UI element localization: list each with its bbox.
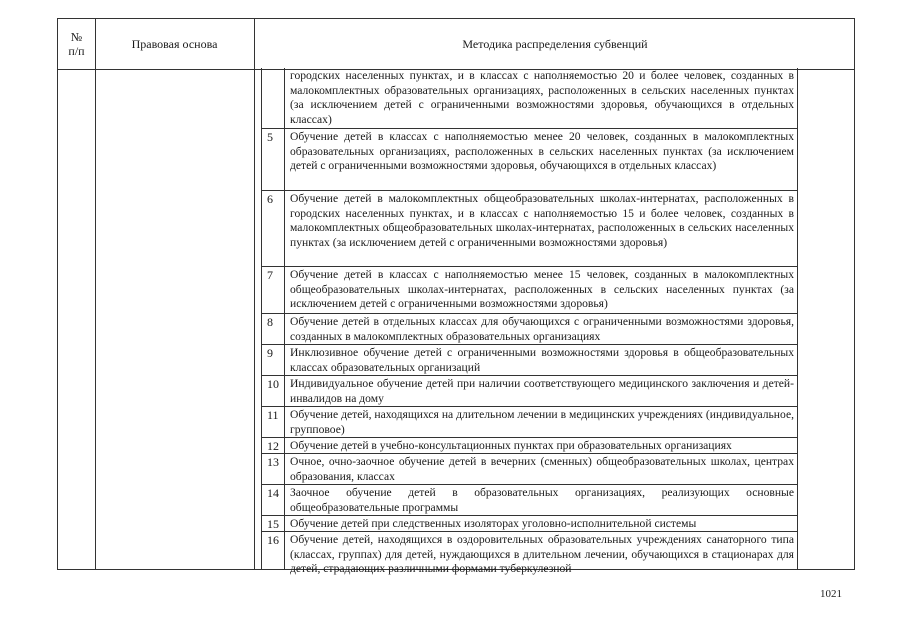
header-num-label-2: п/п [68, 44, 85, 58]
table-row [261, 191, 798, 267]
table-row [261, 129, 798, 191]
row-number: 11 [261, 407, 285, 437]
row-number: 12 [261, 438, 285, 453]
row-text: Обучение детей при следственных изоляторах уголовно-исполнительной системы [285, 516, 798, 531]
inner-methods-table [261, 68, 798, 576]
header-legal-basis: Правовая основа [131, 37, 218, 51]
table-row [261, 267, 798, 314]
row-text: Обучение детей в классах с наполняемостью менее 15 человек, созданных в малокомплектных общеобразовательных школах-интернатах, расположенных в сельских населенных пунктах (за исключением детей с ограниченными возможностями здоровья) [285, 267, 798, 313]
header-distribution-method: Методика распределения субвенций [462, 37, 648, 51]
row-number: 13 [261, 454, 285, 484]
row-text: Заочное обучение детей в образовательных организациях, реализующих основные общеобразовательные программы [285, 485, 798, 515]
row-text: Очное, очно-заочное обучение детей в вечерних (сменных) общеобразовательных школах, центрах образования, классах [285, 454, 798, 484]
row-text: Обучение детей, находящихся на длительном лечении в медицинских учреждениях (индивидуальное, групповое) [285, 407, 798, 437]
row-text: Обучение детей в учебно-консультационных пунктах при образовательных организациях [285, 438, 798, 453]
row-number: 6 [261, 191, 285, 266]
page-number: 1021 [820, 588, 842, 600]
row-number [261, 68, 285, 128]
row-text: Индивидуальное обучение детей при наличии соответствующего медицинского заключения и детей-инвалидов на дому [285, 376, 798, 406]
row-text: Инклюзивное обучение детей с ограниченными возможностями здоровья в общеобразовательных классах образовательных организаций [285, 345, 798, 375]
table-row [261, 532, 798, 576]
header-num-label-1: № [70, 30, 83, 44]
table-row [261, 68, 798, 129]
table-row [261, 485, 798, 516]
table-row [261, 407, 798, 438]
col-divider-1 [95, 19, 96, 569]
row-number: 8 [261, 314, 285, 344]
row-text: Обучение детей в классах с наполняемостью менее 20 человек, созданных в малокомплектных образовательных организациях, расположенных в сельских населенных пунктах (за исключением детей с ограниченными возможностями здоровья, обучающихся в отдельных классах) [285, 129, 798, 190]
row-number: 7 [261, 267, 285, 313]
row-text: Обучение детей, находящихся в оздоровительных образовательных учреждениях санаторного типа (классах, группах) для детей, нуждающихся в длительном лечении, обучающихся в стационарах для детей, страдающих различными формами туберкулезной [285, 532, 798, 570]
table-row [261, 345, 798, 376]
table-row [261, 438, 798, 454]
row-number: 14 [261, 485, 285, 515]
table-row [261, 454, 798, 485]
table-row [261, 376, 798, 407]
header-num-cell [58, 19, 95, 69]
row-number: 10 [261, 376, 285, 406]
row-text: Обучение детей в отдельных классах для обучающихся с ограниченными возможностями здоровья, созданных в малокомплектных образовательных организациях [285, 314, 798, 344]
col-divider-2 [254, 19, 255, 569]
row-text: городских населенных пунктах, и в классах с наполняемостью 20 и более человек, созданных в малокомплектных образовательных организациях, расположенных в сельских населенных пунктах (за исключением детей с ограниченными возможностями здоровья, обучающихся в отдельных классах) [285, 68, 798, 128]
row-number: 5 [261, 129, 285, 190]
row-text: Обучение детей в малокомплектных общеобразовательных школах-интернатах, расположенных в городских населенных пунктах, и в классах с наполняемостью 15 и более человек, созданных в малокомплектных общеобразовательных школах-интернатах, расположенных в сельских населенных пунктах (за исключением детей с ограниченными возможностями здоровья) [285, 191, 798, 266]
row-number: 16 [261, 532, 285, 570]
row-number: 15 [261, 516, 285, 531]
table-row [261, 314, 798, 345]
row-number: 9 [261, 345, 285, 375]
table-row [261, 516, 798, 532]
